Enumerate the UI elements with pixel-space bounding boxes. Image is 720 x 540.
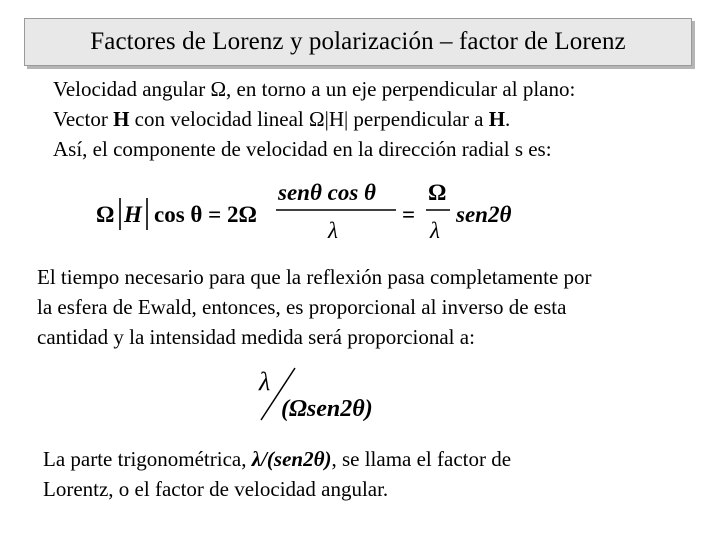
vector-h-label-2: H [488,107,506,131]
intro-line-3: Así, el componente de velocidad en la dirección radial s es: [53,137,552,161]
eq1-equals: = [402,202,416,227]
velocity-equation [90,176,550,246]
conclusion-line-1-text-a: La parte trigonométrica, [43,447,252,471]
eq1-omega: Ω [96,202,115,227]
eq1-denominator-2: λ [430,218,440,243]
eq1-sen2theta: sen2θ [456,202,512,227]
lorentz-factor-equation [255,362,425,426]
eq1-cos-theta: cos θ = 2Ω [154,202,257,227]
eq1-denominator: λ [328,218,338,243]
title-box [24,18,692,66]
conclusion-line-2: Lorentz, o el factor de velocidad angular. [43,477,389,501]
eq2-denominator: (Ωsen2θ) [281,396,373,422]
conclusion-line-1 [43,444,511,474]
intro-line-2 [53,104,575,134]
conclusion-paragraph [43,444,511,504]
intro-paragraph [53,74,575,164]
vector-h-label: H [113,107,130,131]
conclusion-line-1-text-b: , se llama el factor de [331,447,512,471]
ewald-paragraph [37,262,592,352]
eq1-h: H [124,202,142,227]
ewald-line-2: la esfera de Ewald, entonces, es proporcional al inverso de esta [37,295,567,319]
intro-line-2-text-b: con velocidad lineal Ω|H| perpendicular a [129,107,489,131]
lorentz-formula: λ/(sen2θ) [251,447,332,471]
intro-line-2-text-a: Vector [53,107,114,131]
ewald-line-1: El tiempo necesario para que la reflexión pasa completamente por [37,265,592,289]
eq1-numerator: senθ cos θ [278,180,376,205]
eq1-omega-2: Ω [428,180,447,205]
intro-line-2-text-c: . [505,107,511,131]
intro-line-1: Velocidad angular Ω, en torno a un eje perpendicular al plano: [53,77,576,101]
ewald-line-3: cantidad y la intensidad medida será proporcional a: [37,325,475,349]
eq2-lambda: λ [259,367,271,396]
page-title: Factores de Lorenz y polarización – factor de Lorenz [90,28,626,55]
